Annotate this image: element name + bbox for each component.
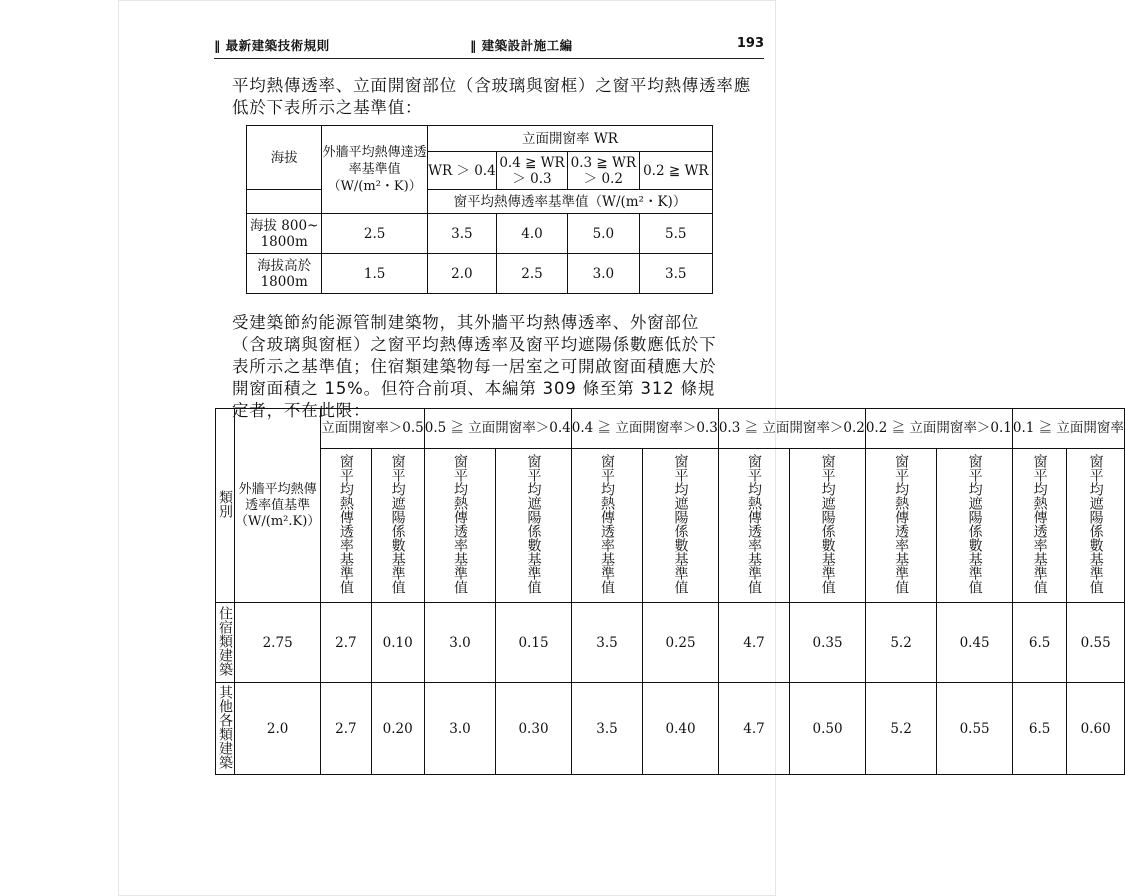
cell-value: 0.25 — [643, 603, 719, 683]
cell-value: 3.5 — [571, 603, 642, 683]
building-type-table — [215, 408, 1125, 775]
cell-wall: 2.5 — [322, 214, 428, 254]
row-label: 海拔 800~ 1800m — [247, 214, 322, 254]
header-window-u: 窗平均熱傳透率基準值（W/(m²・K)） — [427, 190, 712, 214]
cell-value: 0.20 — [371, 683, 424, 775]
cell-value: 6.5 — [1012, 683, 1066, 775]
running-header — [214, 36, 764, 54]
sub-header-sc: 窗平均遮陽係數基準值 — [643, 449, 719, 603]
sub-header-u: 窗平均熱傳透率基準值 — [1012, 449, 1066, 603]
cell-value: 0.35 — [790, 603, 866, 683]
cell-value: 5.5 — [639, 214, 712, 254]
header-rule — [214, 58, 764, 59]
paragraph-regulation: 受建築節約能源管制建築物，其外牆平均熱傳透率、外窗部位（含玻璃與窗框）之窗平均熱傳透率及窗平均遮陽係數應低於下表所示之基準值；住宿類建築物每一居室之可開啟窗面積應大於開窗面積之 15%。但符合前項、本編第 309 條至第 312 條規定者，不在此限： — [232, 313, 717, 420]
sub-header-sc: 窗平均遮陽係數基準值 — [790, 449, 866, 603]
wr-col-3: 0.3 ≧ WR ＞ 0.2 — [568, 152, 639, 190]
paragraph-intro: 平均熱傳透率、立面開窗部位（含玻璃與窗框）之窗平均熱傳透率應低於下表所示之基準值： — [232, 76, 751, 117]
sub-header-u: 窗平均熱傳透率基準值 — [865, 449, 936, 603]
sub-header-sc: 窗平均遮陽係數基準值 — [1067, 449, 1125, 603]
cell-value: 3.0 — [424, 603, 495, 683]
cell-value: 0.60 — [1067, 683, 1125, 775]
cell-value: 2.5 — [496, 254, 567, 294]
group-header-2: 0.5 ≧ 立面開窗率＞0.4 — [424, 409, 571, 449]
cell-value: 3.5 — [427, 214, 496, 254]
group-header-4: 0.3 ≧ 立面開窗率＞0.2 — [718, 409, 865, 449]
cell-value: 5.0 — [568, 214, 639, 254]
group-header-1: 立面開窗率＞0.5 — [321, 409, 424, 449]
cell-wall: 1.5 — [322, 254, 428, 294]
cell-wall: 2.0 — [235, 683, 321, 775]
sub-header-sc: 窗平均遮陽係數基準值 — [937, 449, 1013, 603]
cell-value: 0.30 — [496, 683, 572, 775]
cell-value: 0.45 — [937, 603, 1013, 683]
cell-value: 0.55 — [937, 683, 1013, 775]
cell-value: 2.7 — [321, 603, 371, 683]
cell-value: 0.55 — [1067, 603, 1125, 683]
wr-col-2: 0.4 ≧ WR ＞ 0.3 — [496, 152, 567, 190]
chapter-title: ‖ 建築設計施工編 — [470, 38, 573, 53]
group-header-3: 0.4 ≧ 立面開窗率＞0.3 — [571, 409, 718, 449]
header-wall-u: 外牆平均熱傳透率值基準（W/(m².K)） — [235, 409, 321, 603]
sub-header-u: 窗平均熱傳透率基準值 — [571, 449, 642, 603]
cell-value: 3.5 — [571, 683, 642, 775]
row-label: 住宿類建築 — [216, 603, 235, 683]
cell-value: 4.7 — [718, 683, 789, 775]
cell-value: 0.40 — [643, 683, 719, 775]
cell-value: 4.7 — [718, 603, 789, 683]
header-category: 類別 — [216, 409, 235, 603]
sub-header-u: 窗平均熱傳透率基準值 — [321, 449, 371, 603]
book-title: ‖ 最新建築技術規則 — [214, 38, 330, 53]
sub-header-sc: 窗平均遮陽係數基準值 — [371, 449, 424, 603]
group-header-5: 0.2 ≧ 立面開窗率＞0.1 — [865, 409, 1012, 449]
row-label: 海拔高於 1800m — [247, 254, 322, 294]
header-altitude-blank — [247, 190, 322, 214]
cell-value: 6.5 — [1012, 603, 1066, 683]
sub-header-sc: 窗平均遮陽係數基準值 — [496, 449, 572, 603]
sub-header-u: 窗平均熱傳透率基準值 — [424, 449, 495, 603]
cell-value: 2.7 — [321, 683, 371, 775]
page-number: 193 — [736, 36, 764, 51]
header-wall-u: 外牆平均熱傳達透率基準值（W/(m²・K)） — [322, 126, 428, 214]
row-label: 其他各類建築 — [216, 683, 235, 775]
cell-value: 3.0 — [568, 254, 639, 294]
cell-value: 2.0 — [427, 254, 496, 294]
sub-header-u: 窗平均熱傳透率基準值 — [718, 449, 789, 603]
header-wr: 立面開窗率 WR — [427, 126, 712, 152]
group-header-6: 0.1 ≧ 立面開窗率 — [1012, 409, 1124, 449]
cell-value: 3.5 — [639, 254, 712, 294]
cell-value: 0.15 — [496, 603, 572, 683]
cell-value: 4.0 — [496, 214, 567, 254]
wr-col-1: WR ＞ 0.4 — [427, 152, 496, 190]
cell-value: 0.50 — [790, 683, 866, 775]
cell-value: 5.2 — [865, 683, 936, 775]
cell-value: 0.10 — [371, 603, 424, 683]
wr-col-4: 0.2 ≧ WR — [639, 152, 712, 190]
cell-value: 5.2 — [865, 603, 936, 683]
altitude-table — [246, 125, 713, 294]
cell-value: 3.0 — [424, 683, 495, 775]
cell-wall: 2.75 — [235, 603, 321, 683]
header-altitude: 海拔 — [247, 126, 322, 190]
